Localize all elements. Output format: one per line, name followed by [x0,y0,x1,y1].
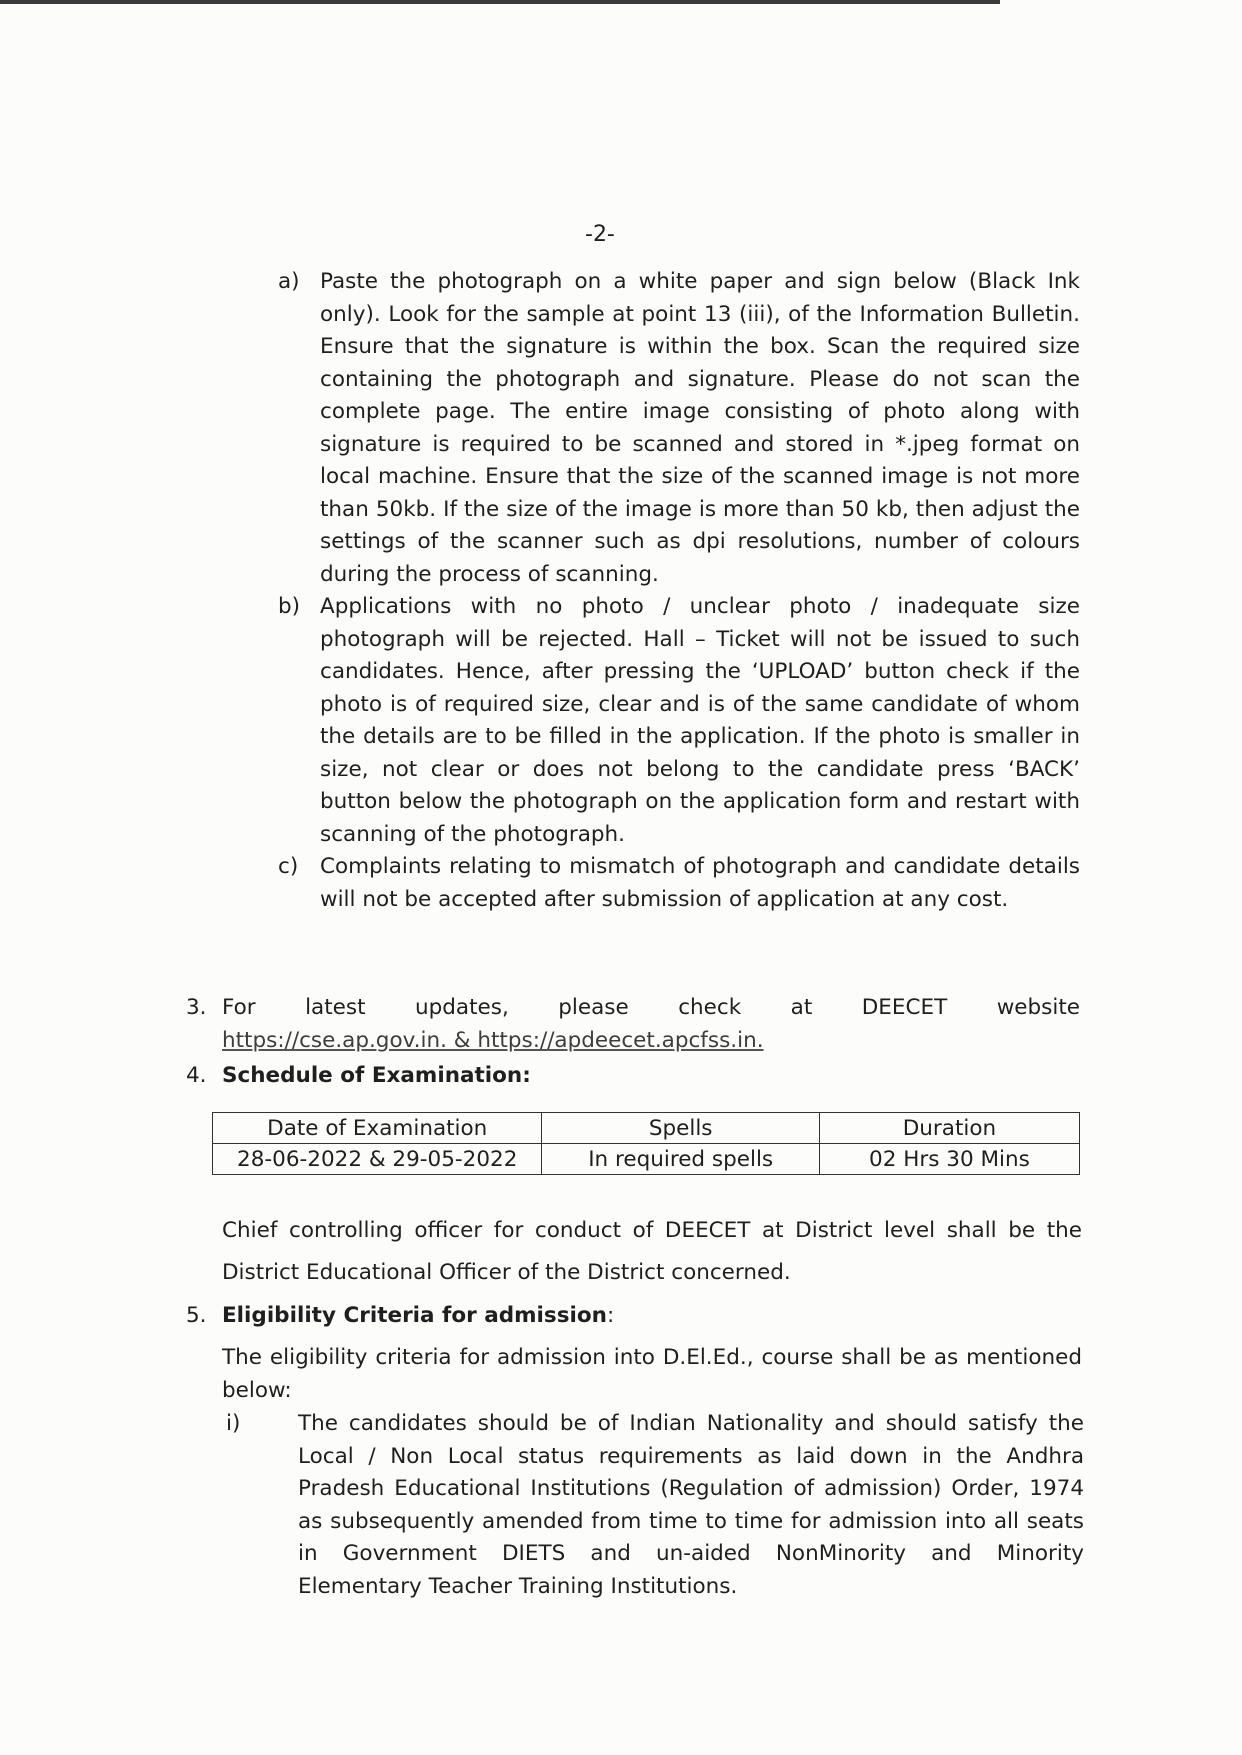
table-header-row [213,1113,1080,1144]
list-item [278,851,1080,916]
schedule-table [212,1112,1080,1175]
section-heading: Eligibility Criteria for admission [222,1303,607,1328]
list-item-text: Applications with no photo / unclear photo / inadequate size photograph will be rejected. Hall – Ticket will not be issued to such candidates. Hence, after pressing the ‘UPLOAD’ button check if the photo is of required size, clear and is of the same candidate of whom the details are to be filled in the application. If the photo is smaller in size, not clear or does not belong to the candidate press ‘BACK’ button below the photograph on the application form and restart with scanning of the photograph. [320,594,1080,847]
page-number: -2- [585,222,615,247]
list-marker: b) [278,594,301,619]
criteria-marker: i) [226,1411,241,1436]
website-links[interactable]: https://cse.ap.gov.in. & https://apdeecet.apcfss.in. [222,1027,764,1053]
criteria-text: The candidates should be of Indian Nationality and should satisfy the Local / Non Local status requirements as laid down in the Andhra Pradesh Educational Institutions (Regulation of admission) Order, 1974 as subsequently amended from time to time for admission into all seats in Government DIETS and un-aided NonMinority and Minority Elementary Teacher Training Institutions. [298,1411,1084,1599]
list-item [278,591,1080,851]
list-marker: a) [278,269,300,294]
table-cell: 02 Hrs 30 Mins [819,1144,1079,1175]
section-heading: Schedule of Examination: [222,1063,531,1088]
table-cell: 28-06-2022 & 29-05-2022 [213,1144,542,1175]
section-eligibility [186,1300,1080,1333]
list-item-text: Complaints relating to mismatch of photograph and candidate details will not be accepted after submission of application at any cost. [320,854,1080,912]
criteria-item [222,1408,1084,1603]
column-header: Duration [819,1113,1079,1144]
list-item [278,266,1080,591]
heading-colon: : [606,1303,615,1328]
section-latest-updates [186,992,1080,1057]
column-header: Date of Examination [213,1113,542,1144]
section-schedule [186,1060,1080,1093]
column-header: Spells [542,1113,819,1144]
list-marker: c) [278,854,299,879]
section-number: 3. [186,995,207,1020]
list-item-text: Paste the photograph on a white paper and sign below (Black Ink only). Look for the sample at point 13 (iii), of the Information Bulletin. Ensure that the signature is within the box. Scan the required size containing the photograph and signature. Please do not scan the complete page. The entire image consisting of photo along with signature is required to be scanned and stored in *.jpeg format on local machine. Ensure that the size of the scanned image is not more than 50kb. If the size of the image is more than 50 kb, then adjust the settings of the scanner such as dpi resolutions, number of colours during the process of scanning. [320,269,1080,587]
table-row [213,1144,1080,1175]
photo-instructions-list [278,266,1080,916]
table-cell: In required spells [542,1144,819,1175]
section-number: 4. [186,1063,207,1088]
updates-text: For latest updates, please check at DEECET website [222,995,1080,1020]
eligibility-intro: The eligibility criteria for admission into D.El.Ed., course shall be as mentioned below: [222,1345,1082,1403]
section-number: 5. [186,1303,207,1328]
chief-officer-paragraph: Chief controlling officer for conduct of DEECET at District level shall be the District Educational Officer of the District concerned. [222,1218,1082,1285]
